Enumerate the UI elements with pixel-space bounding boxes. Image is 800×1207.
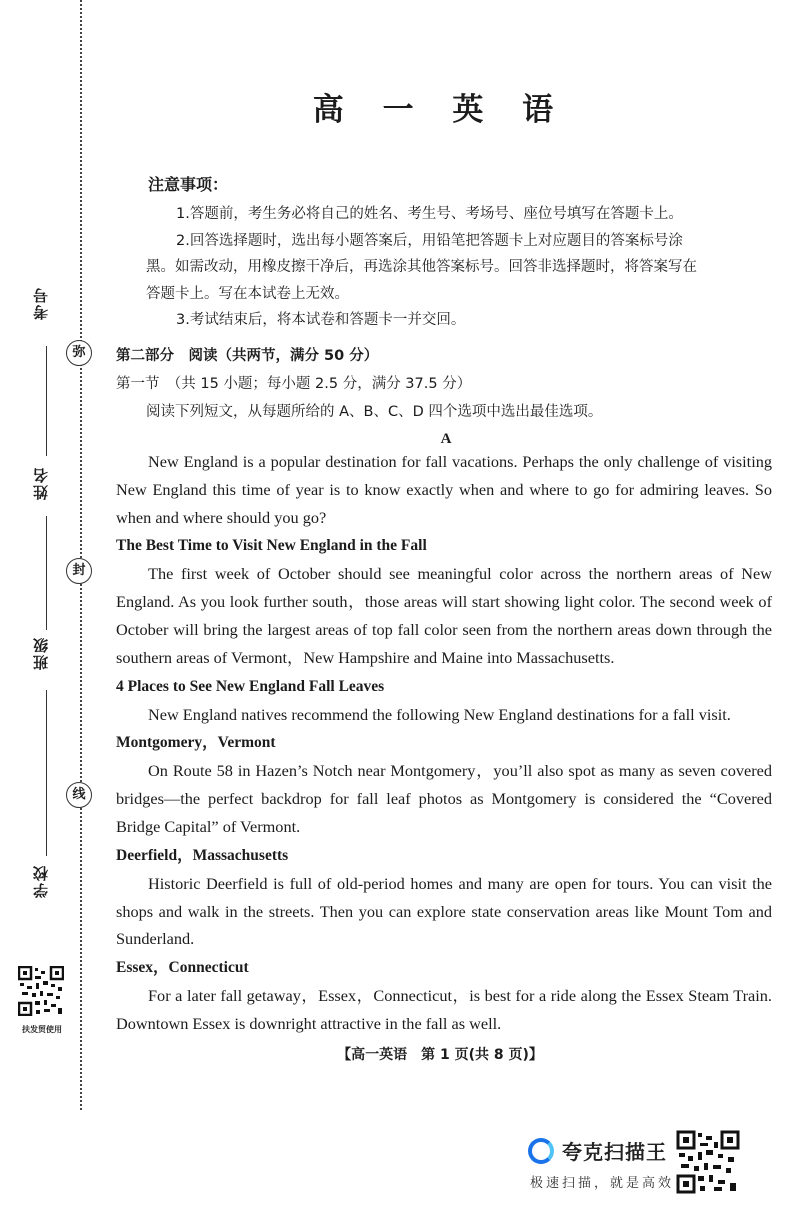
- passage-heading-4: Deerfield，Massachusetts: [116, 846, 289, 864]
- subsection-heading: 第一节 （共 15 小题；每小题 2.5 分，满分 37.5 分）: [116, 376, 472, 392]
- quark-logo-icon: [528, 1138, 554, 1164]
- exam-number-label: 考号: [32, 286, 50, 320]
- seal-xian: 线: [66, 782, 92, 808]
- scanner-brand: [528, 1136, 667, 1165]
- passage-paragraph-3: On Route 58 in Hazen’s Notch near Montgomery，you’ll also spot as many as seven covered bridges—the perfect backdrop for fall leaf photos as Montgomery is considered the “Covered Bridge Capital” of Vermont.: [116, 761, 772, 836]
- name-label: 姓名: [32, 466, 50, 500]
- page-footer: 【高一英语 第 1 页(共 8 页)】: [337, 1047, 543, 1063]
- passage-paragraph-5: For a later fall getaway，Essex，Connecticut，is best for a ride along the Essex Steam Train. Downtown Essex is downright attractive in the fall as well.: [116, 986, 772, 1033]
- name-line: [46, 516, 47, 630]
- passage-intro: New England is a popular destination for fall vacations. Perhaps the only challenge of visiting New England this time of year is to know exactly when and where to go for admiring leaves. So when and where should you go?: [116, 452, 772, 527]
- notice-line-2: 2.回答选择题时，选出每小题答案后，用铅笔把答题卡上对应题目的答案标号涂: [176, 232, 683, 249]
- part-heading: 第二部分 阅读（共两节，满分 50 分）: [116, 348, 379, 364]
- binding-dotted-line: [80, 0, 82, 1110]
- passage-letter: A: [440, 431, 452, 447]
- notice-line-5: 3.考试结束后，将本试卷和答题卡一并交回。: [176, 312, 466, 328]
- qr-code-icon: [18, 966, 64, 1016]
- brand-slogan: 极速扫描，就是高效: [530, 1176, 675, 1191]
- passage-heading-3: Montgomery，Vermont: [116, 734, 276, 752]
- instruction-text: 阅读下列短文，从每题所给的 A、B、C、D 四个选项中选出最佳选项。: [146, 404, 603, 420]
- qr-code-icon: [676, 1130, 740, 1194]
- passage-heading-2: 4 Places to See New England Fall Leaves: [116, 677, 385, 695]
- seal-feng: 封: [66, 558, 92, 584]
- page-title: 高 一 英 语: [312, 92, 568, 128]
- notice-line-4: 答题卡上。写在本试卷上无效。: [146, 285, 349, 302]
- exam-number-line: [46, 346, 47, 456]
- school-label: 学校: [32, 864, 50, 898]
- class-line: [46, 690, 47, 856]
- passage-paragraph-2: New England natives recommend the following New England destinations for a fall visit.: [148, 704, 731, 724]
- qr-caption: 扶发贸使用: [22, 1025, 62, 1034]
- passage-paragraph-1: The first week of October should see meaningful color across the northern areas of New England. As you look further south，those areas will start showing light color. The second week of October will bring the largest areas of top fall color seen from the northern areas down through the southern areas of Vermont，New Hampshire and Maine into Massachusetts.: [116, 564, 772, 667]
- seal-mi: 弥: [66, 340, 92, 366]
- passage-paragraph-4: Historic Deerfield is full of old-period homes and many are open for tours. You can visit the shops and walk in the streets. Then you can explore state conservation areas like Mount Tom and Sunderland.: [116, 873, 772, 949]
- passage-body: [116, 448, 772, 1038]
- notice-title: 注意事项：: [148, 175, 229, 194]
- section-header: [116, 342, 776, 452]
- class-label: 班级: [32, 636, 50, 670]
- passage-heading-1: The Best Time to Visit New England in the Fall: [116, 537, 427, 555]
- brand-name: 夸克扫描王: [562, 1140, 667, 1164]
- notice-line-1: 1.答题前，考生务必将自己的姓名、考生号、考场号、座位号填写在答题卡上。: [176, 206, 683, 222]
- notice-block: [118, 172, 778, 334]
- passage-heading-5: Essex，Connecticut: [116, 959, 249, 977]
- notice-line-3: 黑。如需改动，用橡皮擦干净后，再选涂其他答案标号。回答非选择题时，将答案写在: [146, 259, 697, 275]
